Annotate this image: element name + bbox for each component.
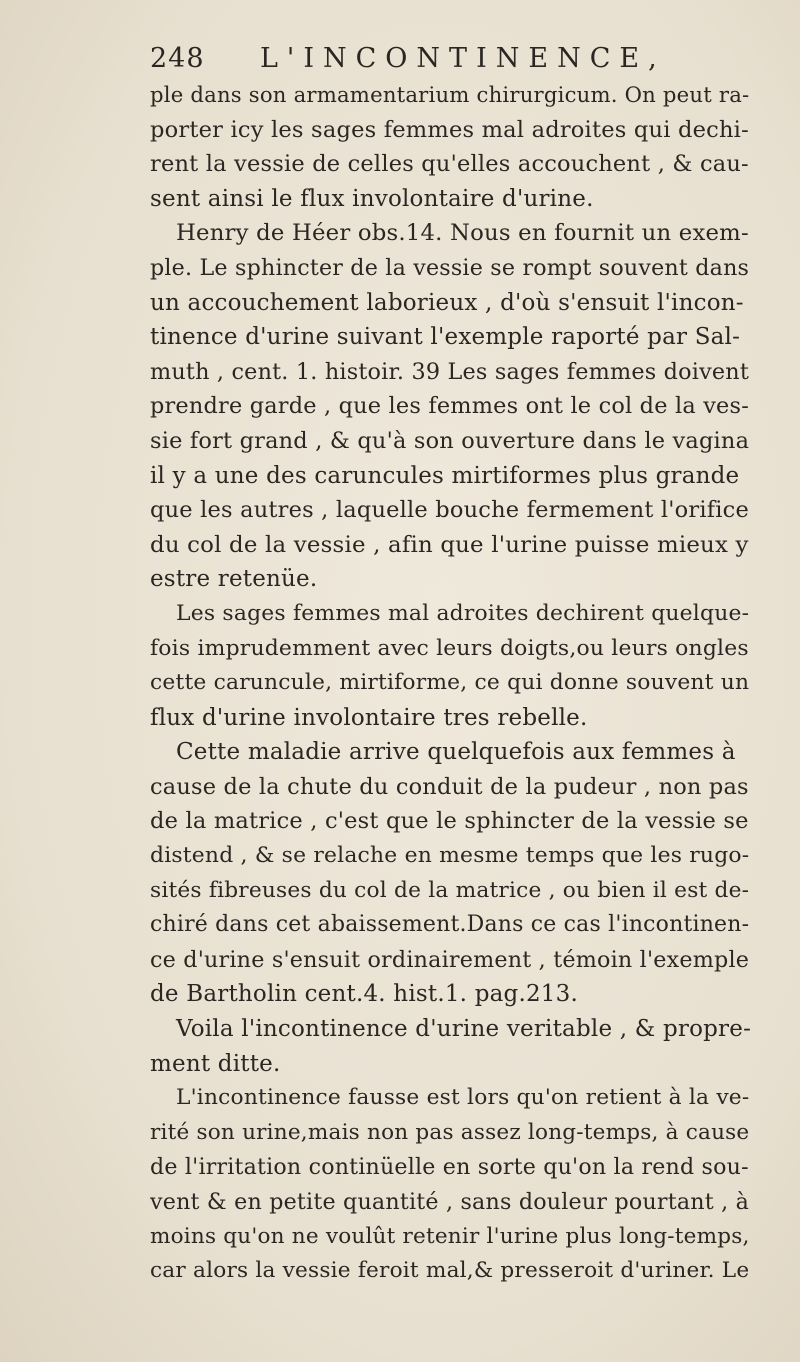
- text-line: prendre garde , que les femmes ont le col de la ves-: [150, 393, 749, 420]
- text-line: ment ditte.: [150, 1050, 281, 1077]
- text-line: distend , & se relache en mesme temps que les rugo-: [150, 843, 750, 869]
- text-line: flux d'urine involontaire tres rebelle.: [150, 704, 588, 731]
- text-line: ple. Le sphincter de la vessie se rompt souvent dans: [150, 254, 750, 281]
- text-line: rité son urine,mais non pas assez long-temps, à cause: [150, 1119, 750, 1145]
- text-line: de l'irritation continüelle en sorte qu'on la rend sou-: [150, 1154, 749, 1181]
- text-line: ple dans son armamentarium chirurgicum. On peut ra-: [150, 82, 750, 107]
- text-line: de la matrice , c'est que le sphincter de la vessie se: [150, 808, 749, 835]
- text-line: il y a une des caruncules mirtiformes plus grande: [150, 462, 740, 489]
- text-line: vent & en petite quantité , sans douleur pourtant , à: [150, 1189, 750, 1215]
- text-line: cause de la chute du conduit de la pudeur , non pas: [150, 773, 749, 800]
- text-line: sent ainsi le flux involontaire d'urine.: [150, 185, 594, 212]
- running-title: L'INCONTINENCE,: [260, 43, 666, 74]
- text-line: ce d'urine s'ensuit ordinairement , témoin l'exemple: [150, 946, 750, 973]
- text-line: que les autres , laquelle bouche fermement l'orifice: [150, 497, 749, 524]
- text-line: chiré dans cet abaissement.Dans ce cas l'incontinen-: [150, 912, 750, 938]
- text-line: porter icy les sages femmes mal adroites qui dechi-: [150, 116, 749, 143]
- text-line: Voila l'incontinence d'urine veritable , & propre-: [176, 1016, 752, 1043]
- text-line: L'incontinence fausse est lors qu'on retient à la ve-: [176, 1085, 750, 1111]
- text-line: estre retenüe.: [150, 566, 318, 593]
- text-line: du col de la vessie , afin que l'urine puisse mieux y: [150, 531, 749, 558]
- text-line: muth , cent. 1. histoir. 39 Les sages femmes doivent: [150, 358, 749, 385]
- text-line: fois imprudemment avec leurs doigts,ou leurs ongles: [150, 635, 749, 661]
- text-line: un accouchement laborieux , d'où s'ensuit l'incon-: [150, 289, 744, 316]
- text-line: cette caruncule, mirtiforme, ce qui donne souvent un: [150, 670, 750, 696]
- text-line: rent la vessie de celles qu'elles accouchent , & cau-: [150, 151, 749, 178]
- body-text: [150, 78, 752, 1289]
- text-line: moins qu'on ne voulût retenir l'urine plus long-temps,: [150, 1223, 750, 1249]
- text-line: Henry de Héer obs.14. Nous en fournit un exem-: [176, 220, 749, 247]
- text-line: sie fort grand , & qu'à son ouverture dans le vagina: [150, 427, 750, 454]
- text-line: de Bartholin cent.4. hist.1. pag.213.: [150, 981, 578, 1008]
- running-head: [150, 42, 752, 76]
- text-line: sités fibreuses du col de la matrice , ou bien il est de-: [150, 877, 750, 903]
- text-line: tinence d'urine suivant l'exemple raporté par Sal-: [150, 324, 741, 351]
- text-line: car alors la vessie feroit mal,& presseroit d'uriner. Le: [150, 1258, 750, 1284]
- text-line: Les sages femmes mal adroites dechirent quelque-: [176, 600, 750, 626]
- page-number: 248: [150, 43, 205, 74]
- text-line: Cette maladie arrive quelquefois aux femmes à: [176, 739, 736, 766]
